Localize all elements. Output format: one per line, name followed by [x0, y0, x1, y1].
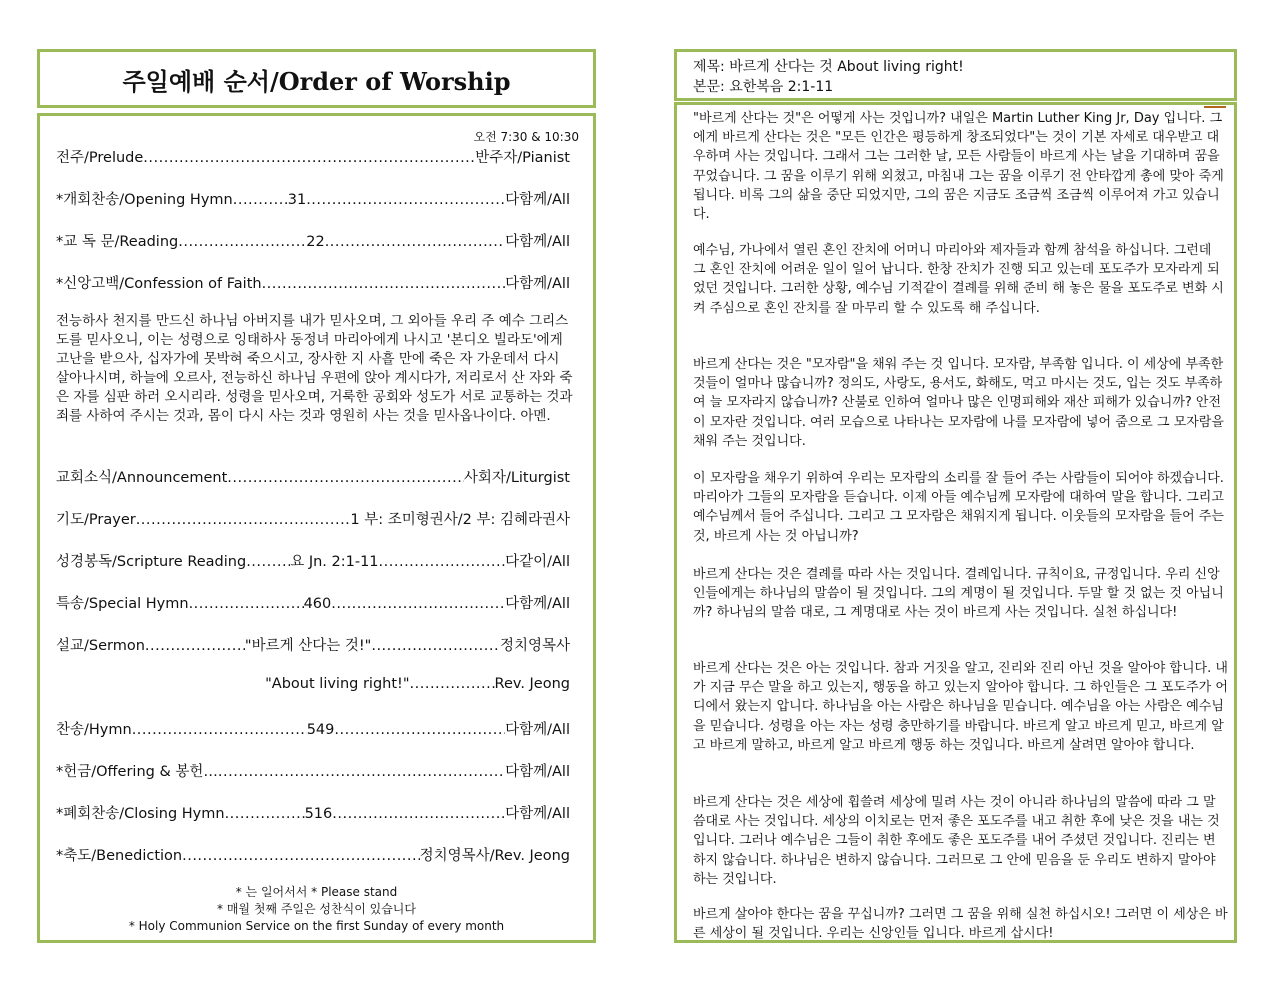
order-item-confession: *신앙고백/Confession of Faith ..... 다함께/All [56, 272, 570, 293]
sermon-title: 제목: 바르게 산다는 것 About living right! [693, 59, 964, 75]
order-item-prayer: 기도/Prayer ..... 1 부: 조미형권사/2 부: 김혜라권사 [56, 508, 570, 529]
sermon-header-box [674, 49, 1237, 101]
order-title-box [37, 49, 596, 108]
order-item-benediction: *축도/Benediction ..... 정치영목사/Rev. Jeong [56, 844, 570, 865]
order-item-scripture: 성경봉독/Scripture Reading ..... 요 Jn. 2:1-11 ..... 다같이/All [56, 550, 570, 571]
sermon-body-box [674, 102, 1237, 943]
service-times: 오전 7:30 & 10:30 [473, 130, 579, 144]
sermon-paragraph: 바르게 산다는 것은 "모자람"을 채워 주는 것 입니다. 모자람, 부족함 입니다. 이 세상에 부족한 것들이 얼마나 많습니까? 정의도, 사랑도, 용서도, 화해도, 먹고 마시는 것도, 입는 것도 부족하여 늘 모자라지 않습니까? 산불로 인하여 얼마나 많은 인명피해와 재산 피해가 있습니까? 안전이 모자란 것입니다. 여러 모습으로 나타나는 모자람에 나를 모자람에 넣어 줌으로 그 모자람을 채워 주는 것입니다. [693, 357, 1224, 449]
footer-note-communion-en: * Holy Communion Service on the first Sunday of every month [128, 919, 505, 933]
order-footer-notes [40, 884, 593, 935]
sermon-paragraph: "바르게 산다는 것"은 어떻게 사는 것입니까? 내일은 Martin Luther King Jr, Day 입니다. 그에게 바르게 산다는 것은 "모든 인간은 평등하게 창조되었다"는 것이 기본 자세로 대우받고 대우하며 사는 것입니다. 그래서 그는 그러한 날, 모든 사람들이 바르게 사는 날을 기대하며 꿈을 꾸었습니다. 그 꿈을 이루기 위해 외쳤고, 마침내 그는 꿈을 이루기 전 안타깝게 총에 맞아 죽게 됩니다. 비록 그의 삶을 중단 되었지만, 그의 꿈은 지금도 조금씩 조금씩 이루어져 가고 있습니다. [693, 111, 1224, 223]
order-title: 주일예배 순서/Order of Worship [122, 67, 511, 96]
footer-note-communion-kr: * 매월 첫째 주일은 성찬식이 있습니다 [217, 902, 416, 916]
order-item-offering: *헌금/Offering & 봉헌… ..... 다함께/All [56, 760, 570, 781]
accent-mark [1204, 106, 1226, 108]
order-item-announcement: 교회소식/Announcement ..... 사회자/Liturgist [56, 466, 570, 487]
order-item-prelude: 전주/Prelude ..... 반주자/Pianist [56, 146, 570, 167]
order-item-reading: *교 독 문/Reading ..... 22 ..... 다함께/All [56, 230, 570, 251]
order-item-closing-hymn: *폐회찬송/Closing Hymn ..... 516 ..... 다함께/All [56, 802, 570, 823]
order-of-worship-box [37, 113, 596, 943]
footer-note-stand: * 는 일어서서 * Please stand [235, 885, 398, 899]
sermon-paragraph: 바르게 산다는 것은 세상에 휩쓸려 세상에 밀려 사는 것이 아니라 하나님의 말씀에 따라 그 말씀대로 사는 것입니다. 세상의 이치로는 먼저 좋은 포도주를 내고 취한 후에 낮은 것을 내는 것입니다. 그러나 예수님은 그들이 취한 후에도 좋은 포도주를 내어 주셨던 것입니다. 진리는 변하지 않습니다. 하나님은 변하지 않습니다. 그러므로 그 안에 믿음을 둔 우리도 변하지 말아야 하는 것입니다. [693, 795, 1220, 887]
order-item-special-hymn: 특송/Special Hymn ..... 460 ..... 다함께/All [56, 592, 570, 613]
order-item-sermon: 설교/Sermon ..... "바르게 산다는 것!" ..... 정치영목사 [56, 634, 570, 655]
order-item-hymn: 찬송/Hymn ..... 549 ..... 다함께/All [56, 718, 570, 739]
sermon-paragraph: 바르게 살아야 한다는 꿈을 꾸십니까? 그러면 그 꿈을 위해 실천 하십시오! 그러면 이 세상은 바른 세상이 될 것입니다. 우리는 신앙인들 입니다. 바르게 삽시다! [693, 907, 1228, 942]
sermon-paragraph: 예수님, 가나에서 열린 혼인 잔치에 어머니 마리아와 제자들과 함께 참석을 하십니다. 그런데 그 혼인 잔치에 어려운 일이 일어 납니다. 한창 잔치가 진행 되고 있는데 포도주가 모자라게 되었던 것입니다. 그러한 상황, 예수님 기적같이 결례를 위해 준비 해 놓은 물을 포도주로 변화 시켜 주심으로 혼인 잔치를 잘 마무리 할 수 있도록 해 주십니다. [693, 243, 1224, 316]
sermon-paragraph: 이 모자람을 채우기 위하여 우리는 모자람의 소리를 잘 들어 주는 사람들이 되어야 하겠습니다. 마리아가 그들의 모자람을 듣습니다. 이제 아들 예수님께 모자람에 대하여 말을 합니다. 그리고 예수님께서 들어 주십니다. 그리고 그 모자람은 채워지게 됩니다. 이웃들의 모자람을 들어 주는 것, 바르게 사는 것 아닙니까? [693, 471, 1224, 544]
order-item-sermon-english: "About living right!" ..... Rev. Jeong [56, 676, 570, 692]
sermon-paragraph: 바르게 산다는 것은 아는 것입니다. 참과 거짓을 알고, 진리와 진리 아닌 것을 알아야 합니다. 내가 지금 무슨 말을 하고 있는지, 행동을 하고 있는지 알아야 합니다. 그 하인들은 그 포도주가 어디에서 왔는지 압니다. 하나님을 아는 사람은 하나님을 믿습니다. 예수님을 아는 사람은 예수님을 믿습니다. 성령을 아는 자는 성령 충만하기를 바랍니다. 바르게 알고 바르게 믿고, 바르게 알고 바르게 말하고, 바르게 알고 바르게 행동 하는 것입니다. 바르게 살려면 알아야 합니다. [693, 661, 1228, 753]
sermon-scripture: 본문: 요한복음 2:1-11 [693, 79, 834, 95]
apostles-creed-text: 전능하사 천지를 만드신 하나님 아버지를 내가 믿사오며, 그 외아들 우리 주 예수 그리스도를 믿사오니, 이는 성령으로 잉태하사 동정녀 마리아에게 나시고 '본디오 빌라도'에게 고난을 받으사, 십자가에 못박혀 죽으시고, 장사한 지 사흘 만에 죽은 자 가운데서 다시 살아나시며, 하늘에 오르사, 전능하신 하나님 우편에 앉아 계시다가, 저리로서 산 자와 죽은 자를 심판 하러 오시리라. 성령을 믿사오며, 거룩한 공회와 성도가 서로 교통하는 것과 죄를 사하여 주시는 것과, 몸이 다시 사는 것과 영원히 사는 것을 믿사옵나이다. 아멘. [56, 313, 573, 424]
order-item-opening-hymn: *개회찬송/Opening Hymn ..... 31 ..... 다함께/All [56, 188, 570, 209]
sermon-paragraph: 바르게 산다는 것은 결례를 따라 사는 것입니다. 결례입니다. 규칙이요, 규정입니다. 우리 신앙인들에게는 하나님의 말씀이 될 것입니다. 그의 계명이 될 것입니다. 두말 할 것 없는 것 아닙니까? 하나님의 말씀 대로, 그 계명대로 사는 것이 바르게 사는 것입니다. 실천 하십니다! [693, 567, 1224, 621]
